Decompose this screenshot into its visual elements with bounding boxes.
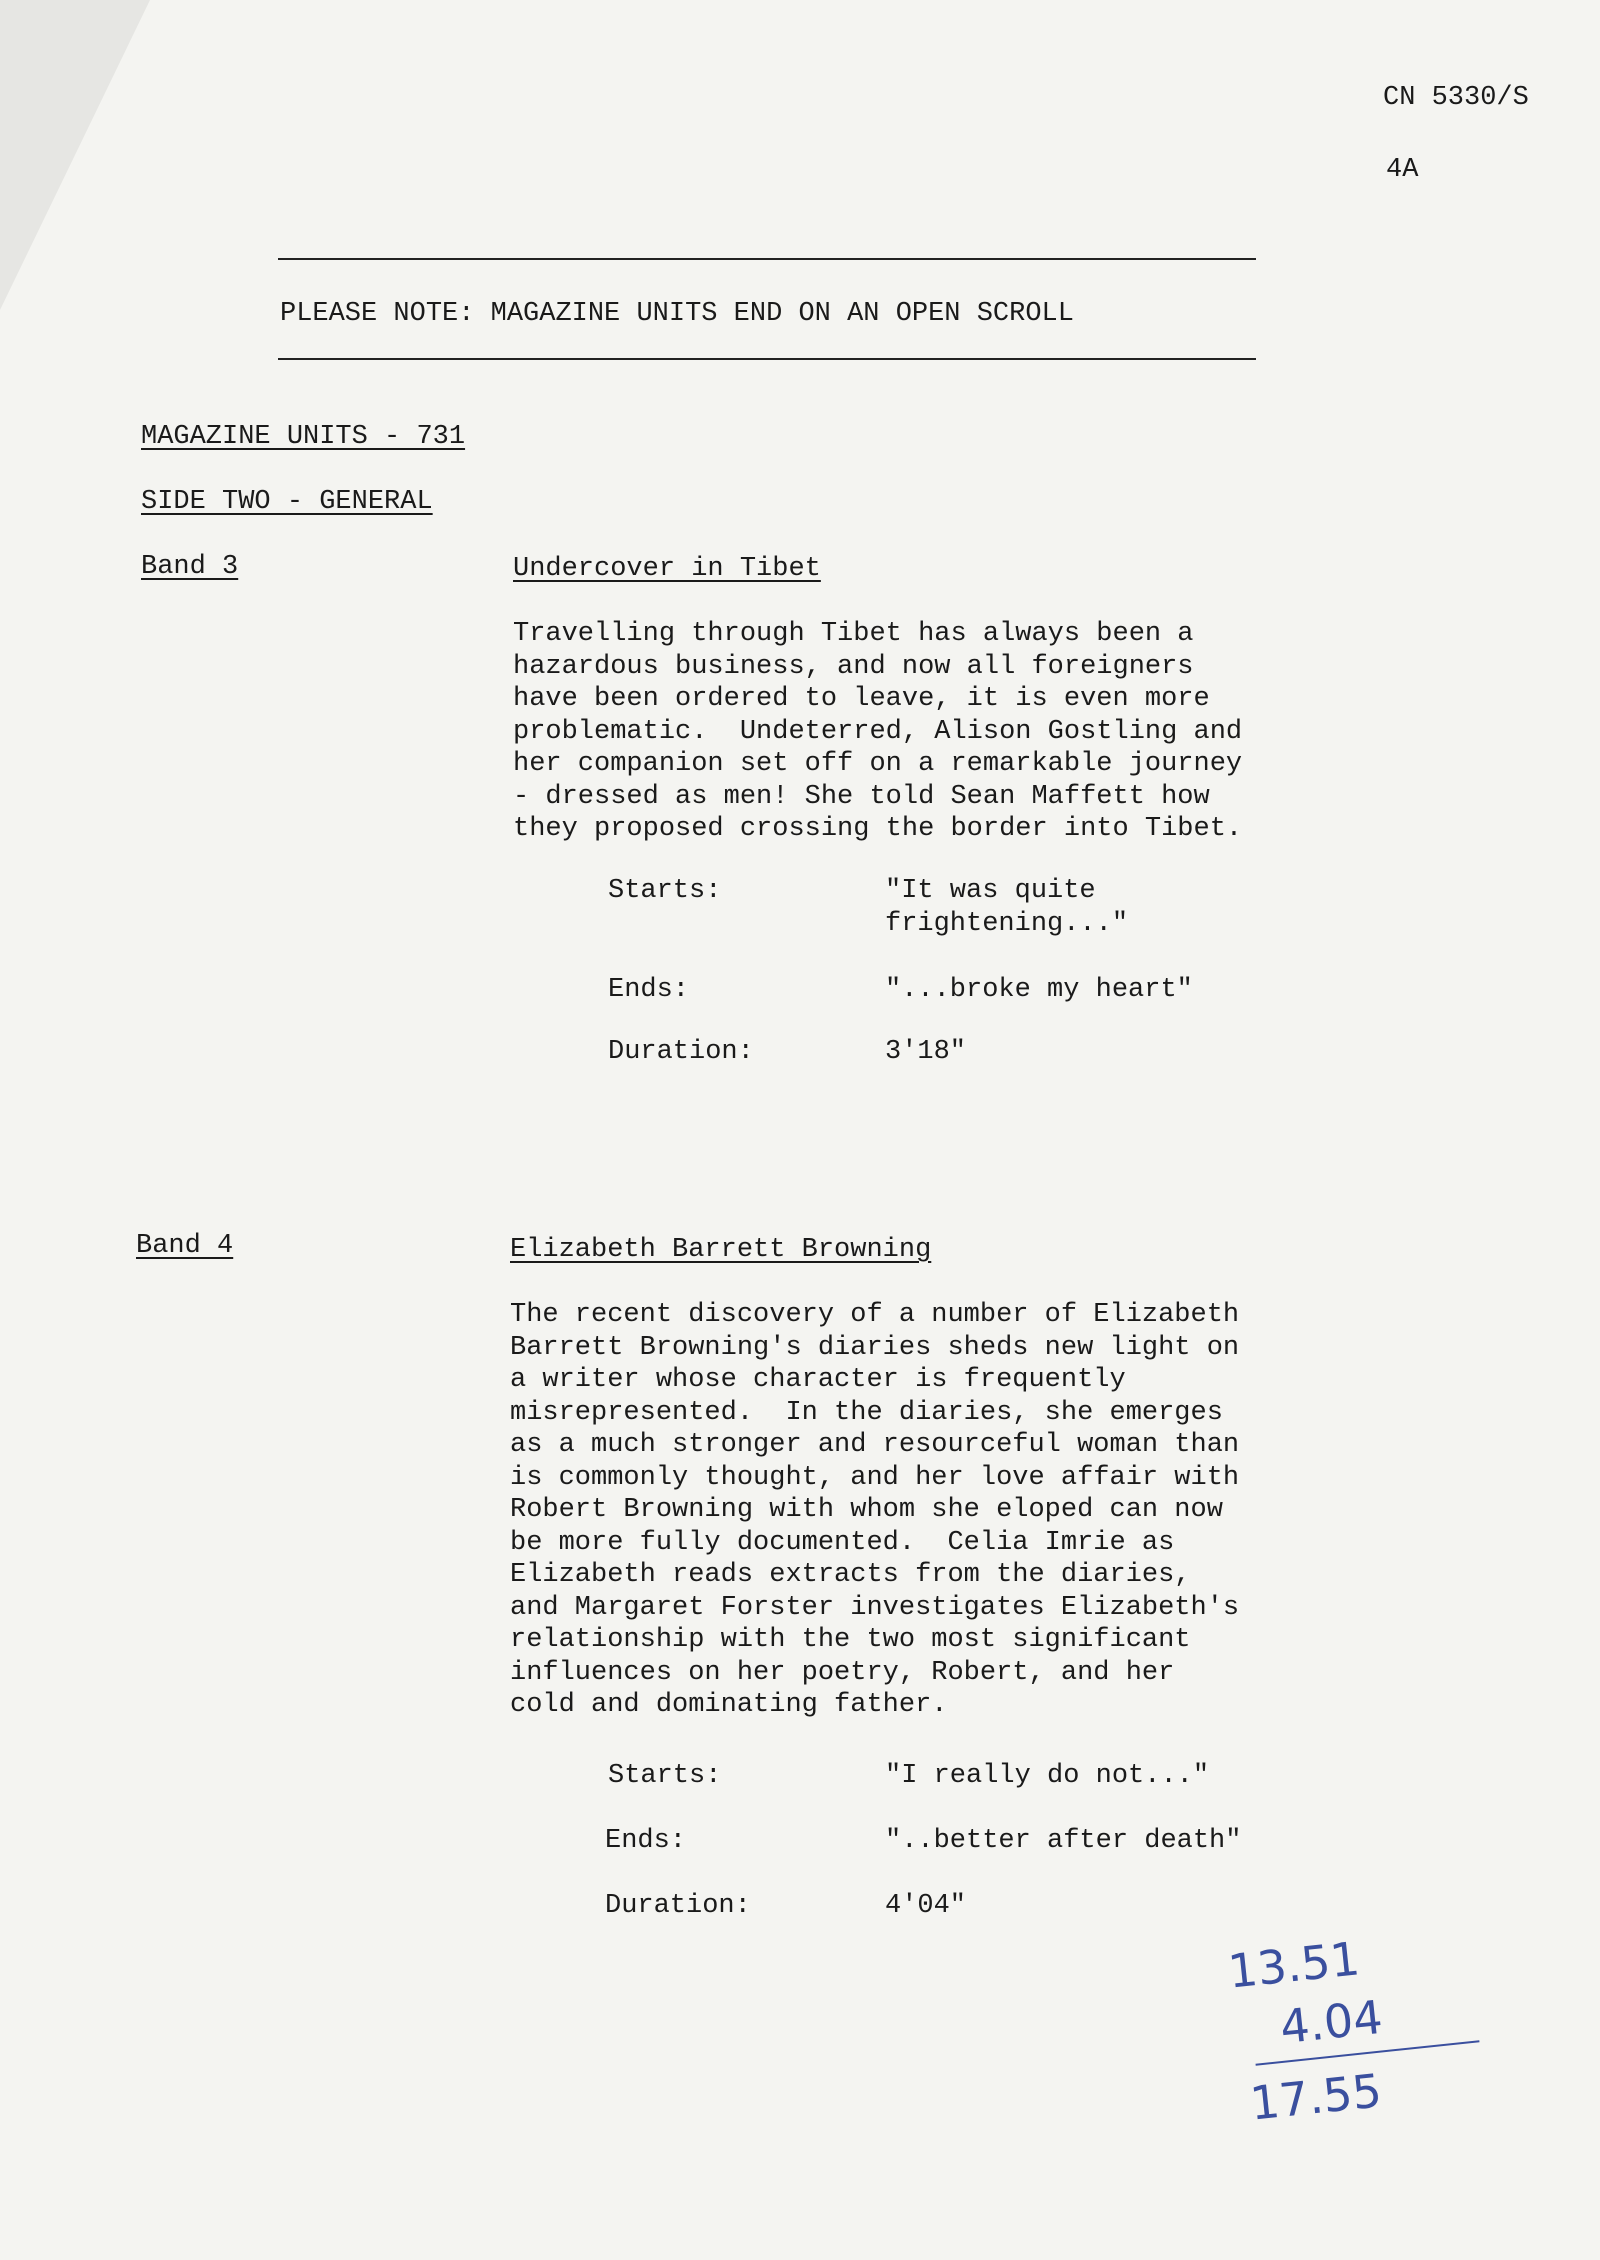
folded-corner — [0, 0, 150, 310]
handwritten-value-1: 13.51 — [1225, 1931, 1363, 1999]
band-4-ends-label: Ends: — [605, 1826, 687, 1856]
band-4-duration: 4'04" — [885, 1891, 967, 1921]
handwritten-total: 17.55 — [1247, 2063, 1385, 2131]
band-4-label: Band 4 — [136, 1231, 234, 1261]
handwritten-value-2: 4.04 — [1277, 1989, 1385, 2055]
band-4-ends: "..better after death" — [885, 1826, 1242, 1856]
band-3-duration-label: Duration: — [608, 1037, 754, 1067]
band-3-description: Travelling through Tibet has always been a hazardous business, and now all foreigners have been ordered to leave, it is even more problematic. Undeterred, Alison Gostling and her companion set off on a remarkable journey - dressed as men! She told Sean Maffett how they proposed crossing the border into Tibet. — [513, 619, 1243, 844]
band-3-title: Undercover in Tibet — [513, 554, 821, 584]
page-number: 4A — [1386, 155, 1419, 185]
notice-text: PLEASE NOTE: MAGAZINE UNITS END ON AN OPEN SCROLL — [280, 299, 1074, 329]
band-4-description: The recent discovery of a number of Elizabeth Barrett Browning's diaries sheds new light on a writer whose character is frequently misrepresented. In the diaries, she emerges as a much stronger and resourceful woman than is commonly thought, and her love affair with Robert Browning with whom she eloped can now be more fully documented. Celia Imrie as Elizabeth reads extracts from the diaries, and Margaret Forster investigates Elizabeth's relationship with the two most significant influences on her poetry, Robert, and her cold and dominating father. — [510, 1300, 1240, 1720]
band-4-starts: "I really do not..." — [885, 1761, 1210, 1791]
band-4-starts-label: Starts: — [608, 1761, 722, 1791]
notice-rule-bottom — [278, 358, 1256, 360]
section-subtitle: SIDE TWO - GENERAL — [141, 487, 433, 517]
band-3-starts: "It was quite frightening..." — [885, 876, 1129, 939]
band-4-duration-label: Duration: — [605, 1891, 751, 1921]
band-4-title: Elizabeth Barrett Browning — [510, 1235, 932, 1265]
reference-number: CN 5330/S — [1383, 83, 1529, 113]
band-3-label: Band 3 — [141, 552, 239, 582]
section-title: MAGAZINE UNITS - 731 — [141, 422, 466, 452]
band-3-duration: 3'18" — [885, 1037, 967, 1067]
band-3-ends: "...broke my heart" — [885, 975, 1193, 1005]
band-3-ends-label: Ends: — [608, 975, 690, 1005]
notice-rule-top — [278, 258, 1256, 260]
band-3-starts-label: Starts: — [608, 876, 722, 906]
